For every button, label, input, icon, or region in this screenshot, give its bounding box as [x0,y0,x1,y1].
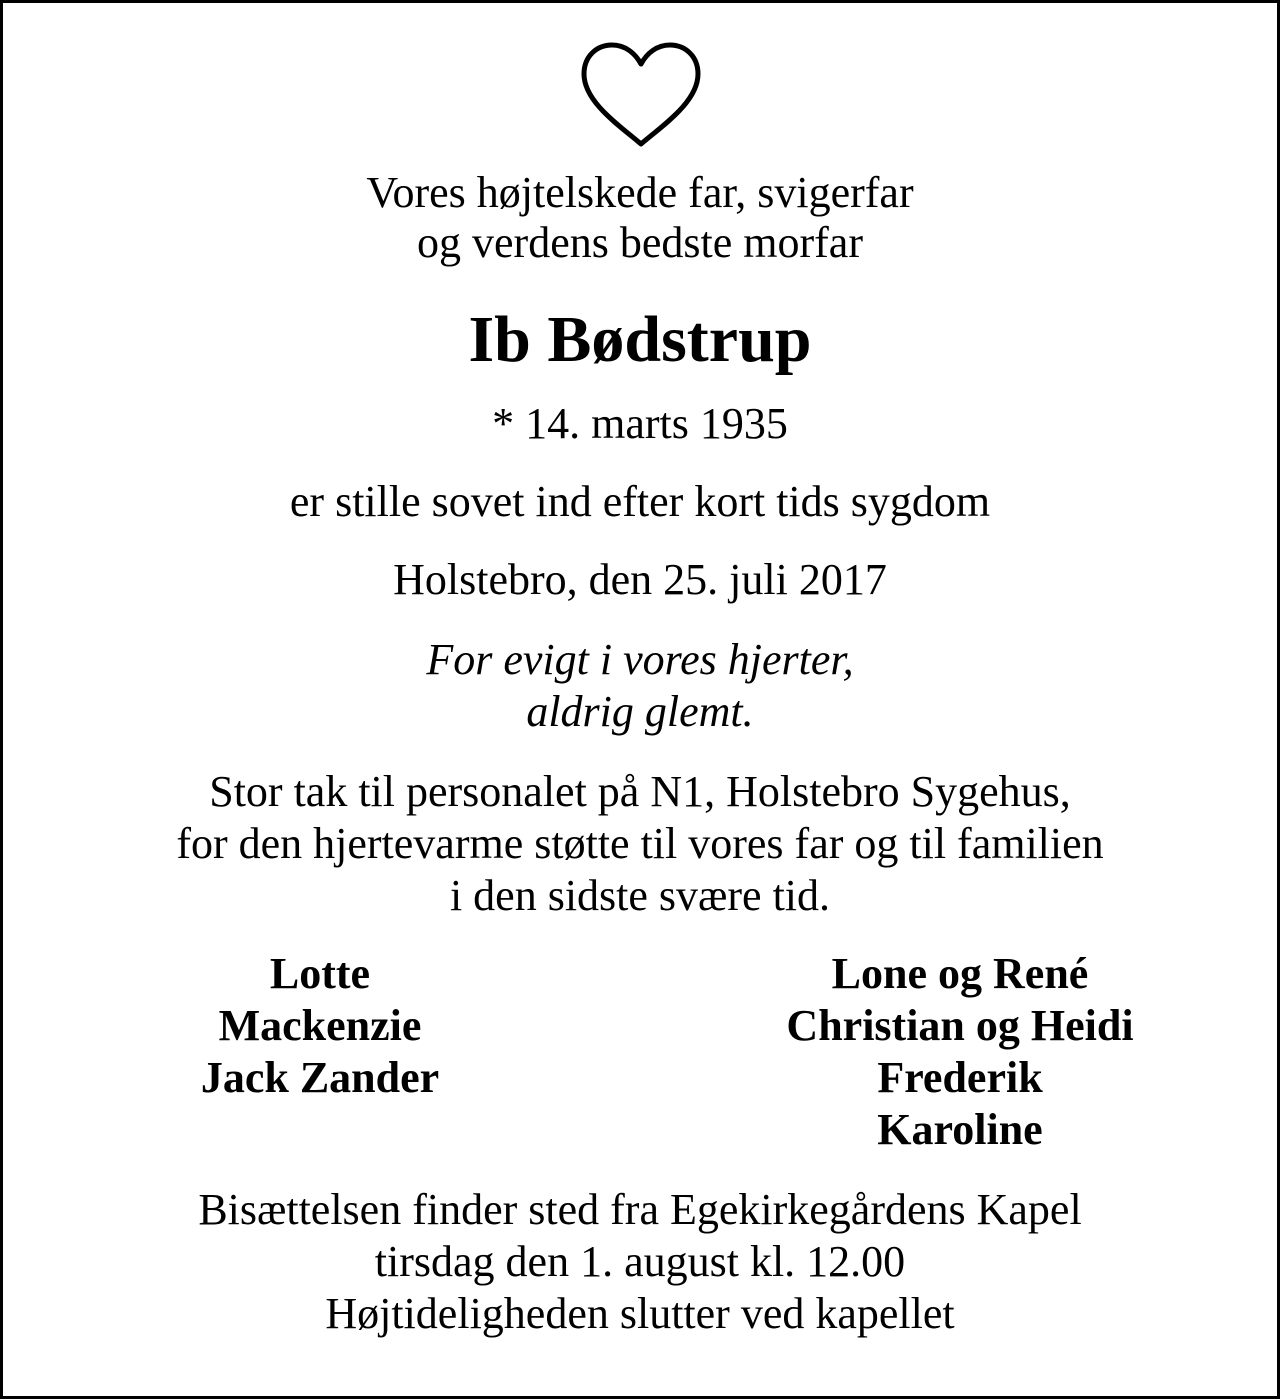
signatures-right [720,948,1200,1156]
signature-name: Jack Zander [200,1053,440,1102]
funeral-info [0,1184,1280,1340]
signature-name: Lotte [269,949,371,998]
thanks-line: for den hjertevarme støtte til vores far og til familien [176,819,1104,868]
signature-name: Frederik [877,1053,1043,1102]
intro-line: Vores højtelskede far, svigerfar [366,168,914,217]
passing-text: er stille sovet ind efter kort tids sygdom [289,477,991,526]
deceased-name: Ib Bødstrup [468,303,812,376]
funeral-line: Bisættelsen finder sted fra Egekirkegårdens Kapel [198,1185,1082,1234]
thanks-text [0,766,1280,922]
funeral-line: tirsdag den 1. august kl. 12.00 [374,1237,906,1286]
signature-name: Karoline [877,1105,1043,1154]
verse-line: For evigt i vores hjerter, [426,635,854,684]
verse-line: aldrig glemt. [526,687,754,736]
heart-icon [578,40,704,150]
birth-date: * 14. marts 1935 [492,399,788,448]
thanks-line: i den sidste svære tid. [449,871,831,920]
signature-name: Lone og René [831,949,1089,998]
place-and-date: Holstebro, den 25. juli 2017 [393,555,887,604]
intro-line: og verdens bedste morfar [417,218,863,267]
thanks-line: Stor tak til personalet på N1, Holstebro Sygehus, [209,767,1071,816]
memorial-verse [0,634,1280,738]
signature-name: Mackenzie [218,1001,422,1050]
signature-name: Christian og Heidi [786,1001,1134,1050]
funeral-line: Højtideligheden slutter ved kapellet [325,1289,955,1338]
signatures-left [120,948,520,1104]
intro-text [0,168,1280,268]
